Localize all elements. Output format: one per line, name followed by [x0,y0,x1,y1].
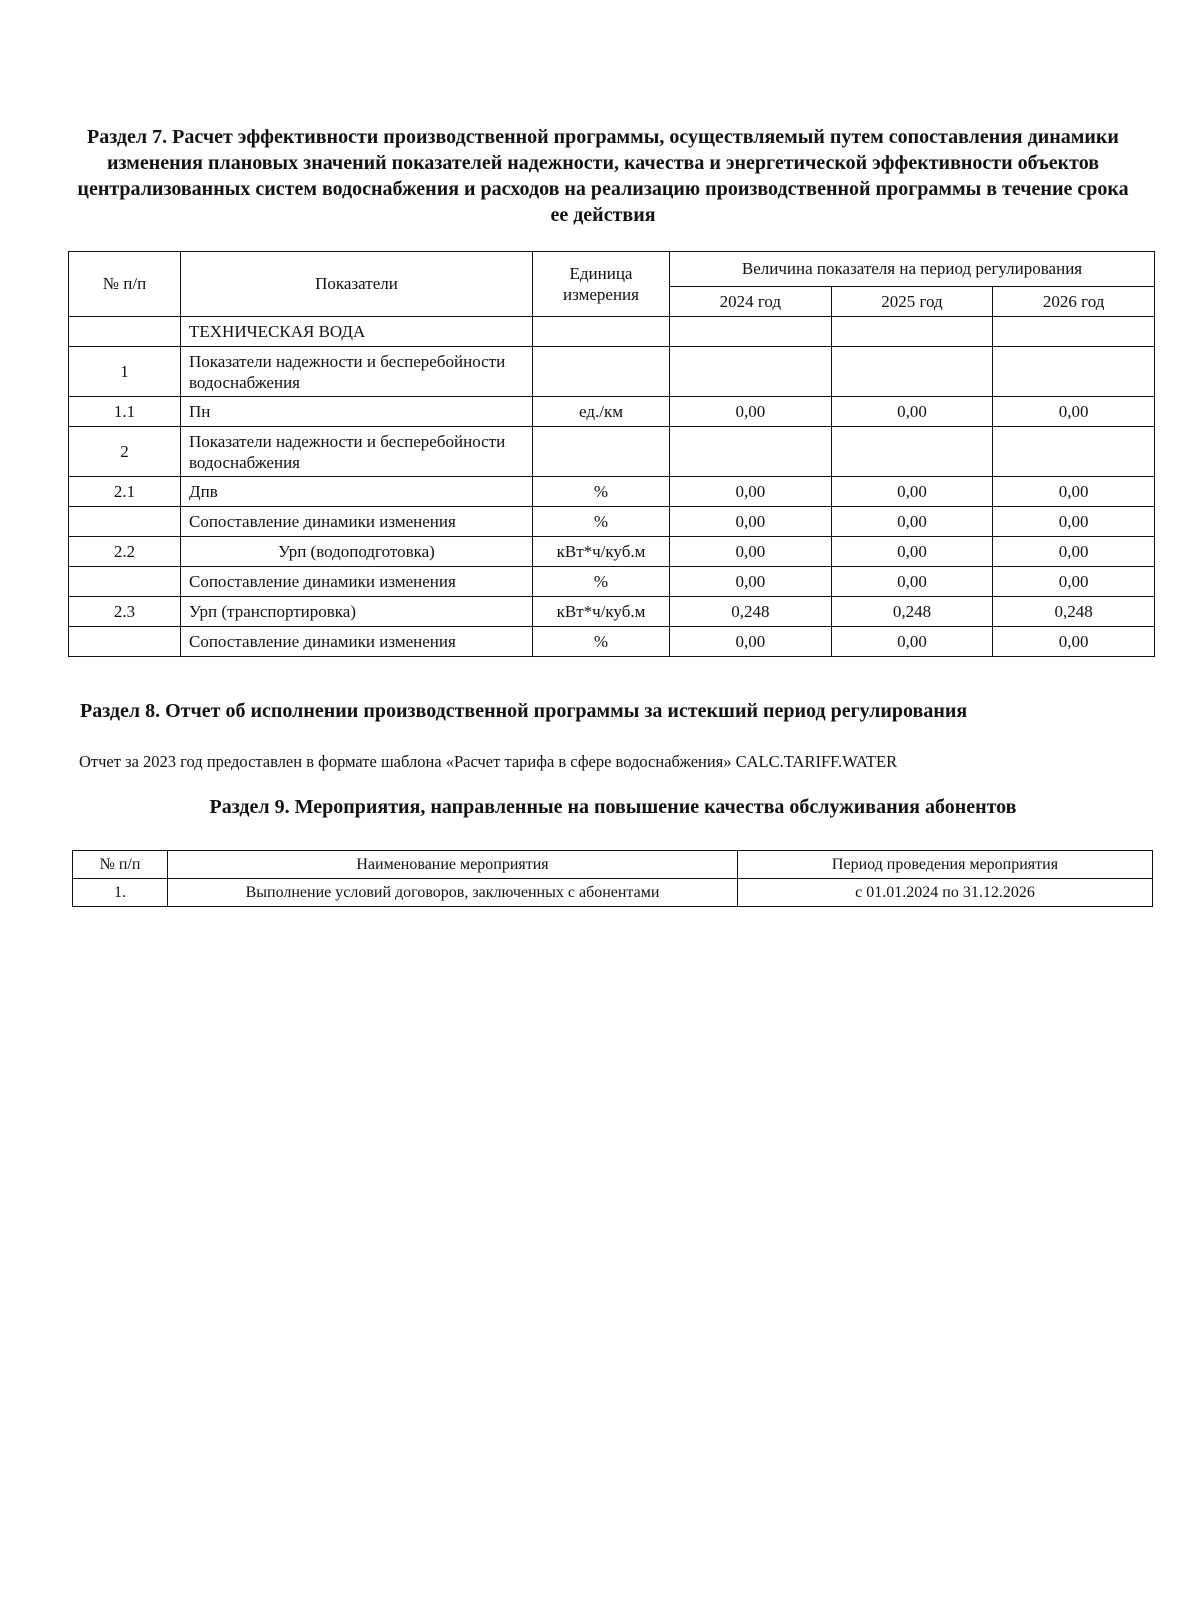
cell-name: Пн [181,397,533,427]
cell-name: Сопоставление динамики изменения [181,567,533,597]
cell-value: 0,248 [831,597,993,627]
cell-unit: % [533,507,670,537]
measures-table [72,850,1153,907]
cell-name: Урп (транспортировка) [181,597,533,627]
cell-value: 0,00 [993,537,1155,567]
cell-unit: % [533,627,670,657]
cell-value: 0,00 [670,477,832,507]
cell-value: 0,00 [831,567,993,597]
cell-value: 0,00 [670,567,832,597]
cell-measure: Выполнение условий договоров, заключенных с абонентами [168,879,738,907]
cell-num [69,627,181,657]
indicators-table [68,251,1155,657]
cell-num: 1.1 [69,397,181,427]
cell-num: 2.1 [69,477,181,507]
table-header-row [69,252,1155,287]
table-row [73,879,1153,907]
cell-period: с 01.01.2024 по 31.12.2026 [738,879,1153,907]
table-row [69,627,1155,657]
cell-unit [533,347,670,397]
table-row [69,397,1155,427]
table-row [69,537,1155,567]
cell-unit: % [533,567,670,597]
cell-value [993,317,1155,347]
cell-name: Дпв [181,477,533,507]
cell-value: 0,00 [993,627,1155,657]
table-row [69,597,1155,627]
header-year: 2026 год [993,287,1155,317]
cell-value [670,427,832,477]
cell-unit: кВт*ч/куб.м [533,537,670,567]
table-header-row [73,851,1153,879]
header-unit: Единица измерения [533,252,670,317]
cell-value: 0,00 [831,397,993,427]
cell-value: 0,00 [831,477,993,507]
cell-value: 0,00 [831,627,993,657]
cell-unit [533,317,670,347]
cell-value [670,347,832,397]
table-row [69,477,1155,507]
cell-num: 1 [69,347,181,397]
cell-value: 0,00 [993,477,1155,507]
header-num: № п/п [69,252,181,317]
cell-num [69,567,181,597]
cell-value: 0,00 [670,507,832,537]
cell-name: Урп (водоподготовка) [181,537,533,567]
table-row [69,427,1155,477]
cell-value [831,347,993,397]
header-num: № п/п [73,851,168,879]
cell-value: 0,00 [670,537,832,567]
cell-value: 0,00 [831,537,993,567]
cell-num: 2 [69,427,181,477]
cell-name: Сопоставление динамики изменения [181,507,533,537]
cell-num: 2.3 [69,597,181,627]
cell-unit: ед./км [533,397,670,427]
table-row [69,507,1155,537]
cell-name: Показатели надежности и бесперебойности водоснабжения [181,427,533,477]
cell-value: 0,00 [993,397,1155,427]
cell-value: 0,00 [993,567,1155,597]
cell-value: 0,248 [670,597,832,627]
header-year: 2025 год [831,287,993,317]
cell-unit: кВт*ч/куб.м [533,597,670,627]
cell-value [831,317,993,347]
cell-num: 2.2 [69,537,181,567]
header-year: 2024 год [670,287,832,317]
cell-num [69,507,181,537]
cell-value: 0,248 [993,597,1155,627]
cell-value: 0,00 [670,397,832,427]
header-period: Период проведения мероприятия [738,851,1153,879]
cell-name: Показатели надежности и бесперебойности водоснабжения [181,347,533,397]
header-indicator: Показатели [181,252,533,317]
section7-title: Раздел 7. Расчет эффективности производственной программы, осуществляемый путем сопоставления динамики изменения плановых значений показателей надежности, качества и энергетической эффективности объектов централизованных систем водоснабжения и расходов на реализацию производственной программы в течение срока ее действия [77,126,1129,226]
cell-value: 0,00 [993,507,1155,537]
cell-name: ТЕХНИЧЕСКАЯ ВОДА [181,317,533,347]
cell-value: 0,00 [670,627,832,657]
cell-value: 0,00 [831,507,993,537]
table-row [69,347,1155,397]
header-period: Величина показателя на период регулирования [670,252,1155,287]
header-measure: Наименование мероприятия [168,851,738,879]
cell-num: 1. [73,879,168,907]
section8-title: Раздел 8. Отчет об исполнении производственной программы за истекший период регулирования [80,700,968,722]
section9-title: Раздел 9. Мероприятия, направленные на повышение качества обслуживания абонентов [209,796,1017,818]
table-row [69,317,1155,347]
cell-num [69,317,181,347]
cell-name: Сопоставление динамики изменения [181,627,533,657]
table-row [69,567,1155,597]
cell-unit [533,427,670,477]
cell-unit: % [533,477,670,507]
section8-text: Отчет за 2023 год предоставлен в формате шаблона «Расчет тарифа в сфере водоснабжения» CALC.TARIFF.WATER [79,752,898,771]
cell-value [993,427,1155,477]
cell-value [831,427,993,477]
cell-value [993,347,1155,397]
cell-value [670,317,832,347]
